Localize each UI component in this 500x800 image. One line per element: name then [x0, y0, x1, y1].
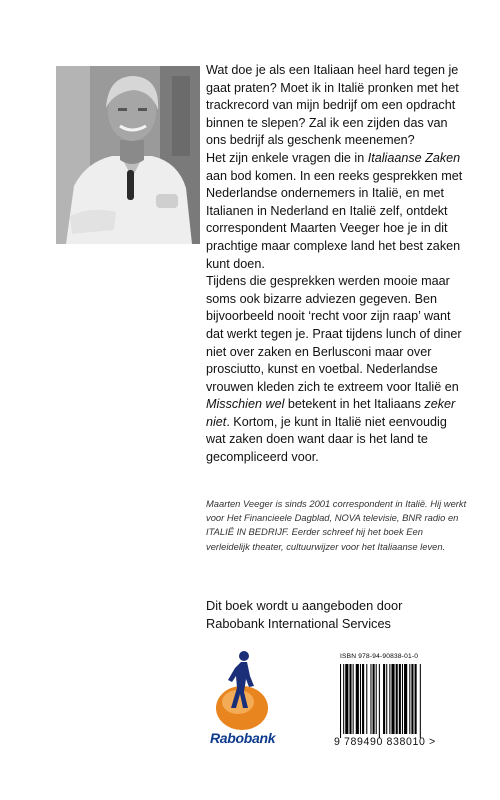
- book-description-paragraph: [206, 150, 468, 273]
- sponsor-line-2: Rabobank International Services: [206, 616, 391, 631]
- rabobank-wordmark: Rabobank: [210, 730, 276, 746]
- italic-phrase: zeker niet: [206, 397, 456, 429]
- barcode-bar: [370, 664, 371, 734]
- barcode-bar: [343, 664, 344, 734]
- barcode-bar: [402, 664, 403, 734]
- barcode-bar: [404, 664, 407, 734]
- back-cover-text: [206, 62, 468, 467]
- isbn-barcode-block: [334, 652, 456, 752]
- barcode-bar: [366, 664, 367, 734]
- barcode-bar: [345, 664, 348, 734]
- barcode-bar: [420, 664, 421, 738]
- sponsor-line-1: Dit boek wordt u aangeboden door: [206, 598, 403, 613]
- sponsor-text: [206, 597, 468, 633]
- intro-paragraph: Wat doe je als een Italiaan heel hard tegen je gaat praten? Moet ik in Italië pronken met het trackrecord van mijn bedrijf om een opdracht binnen te slepen? Zal ik een zijden das van ons bedrijf als geschenk meenemen?: [206, 63, 459, 148]
- barcode-bar: [409, 664, 410, 734]
- advice-paragraph: [206, 273, 468, 467]
- barcode-bar: [360, 664, 361, 734]
- barcode-bar: [386, 664, 387, 734]
- text-run: aan bod komen. In een reeks gesprekken met Nederlandse ondernemers in Italië, en met Italianen in Nederland en Italië zelf, ontdekt correspondent Maarten Veeger hoe je in dit prachtige maar complexe land het best zaken kunt doen.: [206, 168, 463, 271]
- barcode-bar: [391, 664, 394, 734]
- book-title-italic: Italiaanse Zaken: [367, 150, 461, 165]
- text-run: betekent in het Italiaans: [284, 397, 425, 412]
- barcode-bar: [362, 664, 364, 734]
- author-bio: Maarten Veeger is sinds 2001 correspondent in Italië. Hij werkt voor Het Financieele Dagblad, NOVA televisie, BNR radio en ITALIË IN BEDRIJF. Eerder schreef hij het boek Een verleidelijk theater, cultuurwijzer voor het Italiaanse leven.: [206, 498, 467, 552]
- barcode-bar: [396, 664, 398, 734]
- barcode-bar: [411, 664, 413, 734]
- barcode-bar: [353, 664, 354, 734]
- text-run: . Kortom, je kunt in Italië niet eenvoudig wat zaken doen want daar is het land te gecompliceerd voor.: [206, 414, 447, 465]
- barcode-bar: [356, 664, 359, 734]
- text-run: Het zijn enkele vragen die in: [206, 150, 368, 165]
- barcode-bar: [349, 664, 351, 734]
- barcode-bar: [376, 664, 377, 734]
- author-photo: [56, 66, 200, 244]
- barcode-bar: [415, 664, 417, 734]
- text-run: Tijdens die gesprekken werden mooie maar soms ook bizarre adviezen gegeven. Ben bijvoorbeeld nooit ‘recht voor zijn raap’ want dat werkt tegen je. Praat tijdens lunch of diner niet over zaken en Berlusconi maar over prosciutto, kunst en voetbal. Nederlandse vrouwen kleden zich te extreem voor Italië en: [206, 274, 462, 394]
- rabobank-emblem-icon: [208, 642, 280, 734]
- barcode-bar: [399, 664, 401, 734]
- italic-phrase: Misschien wel: [206, 397, 285, 412]
- barcode-bar: [340, 664, 341, 738]
- barcode-bar: [373, 664, 375, 734]
- barcode-icon: [338, 664, 454, 738]
- barcode-bar: [383, 664, 385, 734]
- barcode-bar: [379, 664, 380, 738]
- isbn-label: ISBN 978-94-90838-01-0: [340, 653, 419, 660]
- barcode-bar: [389, 664, 390, 734]
- isbn-digits: 9 789490 838010 >: [334, 736, 436, 748]
